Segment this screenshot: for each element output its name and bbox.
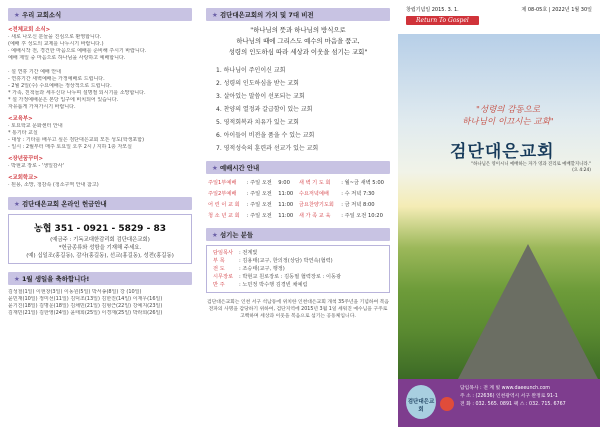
- logo-text: 검단대은교회: [407, 399, 435, 413]
- worship-table: [206, 178, 390, 222]
- worship-cell: 11:00: [278, 191, 294, 197]
- worship-cell: 수요저녁예배: [298, 191, 329, 197]
- news-sub4-lines: [8, 182, 192, 189]
- middle-column: [200, 0, 396, 427]
- text-line: [8, 62, 192, 69]
- donate-note: *헌금종류와 성함을 기재해 주세요.: [58, 245, 142, 251]
- news-sub2-title: <교육부>: [8, 116, 33, 122]
- staff-row: [213, 257, 383, 265]
- contact-info: [460, 385, 566, 409]
- section-header-donate: [8, 197, 192, 210]
- text-line: 주 소 : (22636) 인천광역시 서구 완정로 91-1: [460, 394, 558, 399]
- news-sub2-lines: [8, 123, 192, 151]
- star-icon: ★: [212, 164, 218, 172]
- worship-row: [206, 211, 390, 222]
- donate-title: 검단대은교회 온라인 헌금안내: [21, 200, 107, 208]
- text-line: · 된용, 소망, 청감속 (청소구역 안내 참고): [8, 182, 99, 188]
- church-logo: [406, 385, 436, 419]
- star-icon: ★: [14, 200, 20, 208]
- return-to-gospel-badge: Return To Gospel: [406, 16, 479, 25]
- church-intro: 검단대은교회는 인천 서구 석남동에 위치한 인천대은교회 개척 35주년을 기념하여 복음전파의 사명을 감당하기 위하여, 검단지역에 2015년 3월 1일 세워진 예수님을 구주로 고백하며 세상과 이웃을 복음으로 섬기는 공동체입니다.: [206, 300, 389, 319]
- text-line: * 설 가정예배문은 본당 입구에 비치되어 있습니다.: [8, 97, 119, 103]
- star-icon: ★: [14, 275, 20, 283]
- worship-cell: : 주일 오전 10:20: [341, 213, 383, 219]
- road-shape: [458, 244, 598, 379]
- worship-cell: 9:00: [278, 180, 290, 186]
- section-header-news: [8, 8, 192, 21]
- text-line: - 대상 : 기타를 배우고 싶은 검단대은교회 모든 성도(학생포함): [8, 137, 145, 143]
- text-line: "하나님의 뜻과 하나님의 방식으로: [250, 26, 346, 34]
- staff-role: 반 주: [213, 282, 225, 288]
- issue-info: 제 08-05호 | 2022년 1월 30일: [521, 7, 592, 13]
- worship-cell: : 월~금 새벽 5:00: [341, 180, 384, 186]
- text-line: · 박현교 장로 - '생일감사': [8, 163, 64, 169]
- text-line: 예배 제일 중 마음으로 하나님을 사랑하고 예배합니다.: [8, 55, 126, 61]
- text-line: 1. 하나님이 주인이신 교회: [216, 67, 286, 74]
- staff-role: 담임목사: [213, 250, 234, 256]
- section-header-birthday: [8, 272, 192, 285]
- news-sub1-lines: [8, 34, 192, 111]
- text-line: 3. 살아있는 말씀이 선포되는 교회: [216, 93, 305, 100]
- text-line: * 통기타 교실: [8, 130, 38, 136]
- text-line: 전 화 : 032. 565. 0891 팩 스 : 032. 715. 6767: [460, 402, 566, 407]
- news-sub3-title: <장년꿈꾸미>: [8, 156, 44, 162]
- worship-cell: 새 가 족 교 육: [298, 213, 331, 219]
- vision-statement: [206, 25, 390, 58]
- worship-row: [206, 200, 390, 211]
- text-line: · 설 연휴 기간 예배 안내: [8, 69, 62, 75]
- text-line: 윤기진(18일) 김명운(18일) 김채민(21일) 김형근(22일) 강예지(23일): [8, 303, 163, 309]
- text-line: (예배 후 성도의 교제를 나누시기 바랍니다.): [8, 41, 104, 47]
- worship-cell: 어 린 이 교 회: [208, 202, 240, 208]
- worship-cell: : 수 저녁 7:30: [341, 191, 375, 197]
- text-line: 자유롭게 가져가시기 바랍니다.: [8, 104, 76, 110]
- church-name: 검단대은교회: [450, 142, 555, 162]
- account-holder: (예금주 : 기독교대한감리회 검단대은교회): [50, 237, 150, 243]
- text-line: 담임목사 : 전 계 빛 www.daeeunch.com: [460, 386, 550, 391]
- cover-top: [398, 0, 600, 25]
- slogan: [438, 104, 578, 128]
- verse-ref: (요 4:24): [572, 168, 591, 173]
- staff-row: [213, 281, 383, 289]
- staff-row: [213, 273, 383, 281]
- founded-date: 창립기념일 2015. 3. 1.: [406, 7, 459, 13]
- worship-cell: : 주일 오전: [246, 213, 272, 219]
- text-line: 4. 찬양의 열정과 갈급함이 있는 교회: [216, 106, 313, 113]
- staff-names: : 노민정 박수행 김경빈 채예림: [239, 282, 308, 288]
- news-sub1-title: <전체교회 소식>: [8, 27, 51, 33]
- staff-names: : 김용태(교구, 한의정(상담) 박연속(협력): [239, 258, 333, 264]
- text-line: 7. 영적성숙의 훈련과 선교가 있는 교회: [216, 145, 319, 152]
- worship-cell: 청 소 년 교 회: [208, 213, 240, 219]
- slogan-line2: 하나님이 이끄시는 교회": [462, 117, 554, 127]
- worship-cell: : 금 저녁 8:00: [341, 202, 375, 208]
- star-icon: ★: [212, 11, 218, 19]
- left-column: [0, 0, 198, 427]
- worship-cell: 새 벽 기 도 회: [298, 180, 331, 186]
- vision-list: [206, 64, 390, 155]
- account-number: 농협 351 - 0921 - 5829 - 83: [34, 224, 166, 234]
- staff-row: [213, 249, 383, 257]
- bible-verse: [436, 162, 591, 174]
- text-line: - 일시 : 2월부터 매주 토요일 오후 2시 / 지하 1층 자모실: [8, 144, 132, 150]
- text-line: 김재민(21일) 김한영(24일) 윤태희(25일) 이경재(25일) 박라희(26일): [8, 310, 163, 316]
- birthday-title: 1월 생일을 축하합니다!: [21, 275, 90, 283]
- worship-row: [206, 178, 390, 189]
- text-line: 5. 영적회복과 치유가 있는 교회: [216, 119, 299, 126]
- text-line: 2. 성령의 인도하심을 받는 교회: [216, 80, 299, 87]
- text-line: 하나님의 때에 그리스도 예수의 마음을 품고,: [236, 37, 360, 45]
- text-line: 윤민재(10일) 정미선(11일) 김덕조(13일) 김한진(14일) 이재우(16일): [8, 296, 163, 302]
- staff-names: : 전계빛: [239, 250, 258, 256]
- worship-cell: 11:00: [278, 202, 294, 208]
- staff-names: : 조승태(교구, 행정): [239, 266, 285, 272]
- staff-role: 전 도: [213, 266, 225, 272]
- staff-role: 부 목: [213, 258, 225, 264]
- star-icon: ★: [14, 11, 20, 19]
- donate-box: [8, 214, 192, 264]
- verse-text: "하나님은 영이시니 예배하는 자가 영과 진리로 예배할지니라.": [471, 162, 591, 167]
- text-line: · 새로 나오신 분들을 진심으로 환영합니다.: [8, 34, 102, 40]
- news-sub4-title: <교회학교>: [8, 175, 38, 181]
- cover-photo-road: [398, 34, 600, 379]
- text-line: - 연휴기간 새벽예배는 가정예배로 드립니다.: [8, 76, 105, 82]
- text-line: - 2월 2일(수) 수요예배는 정상적으로 드립니다.: [8, 83, 112, 89]
- footer-band: [398, 379, 600, 427]
- staff-names: : 박현교 원로장로 : 김동필 협력장로 : 이동광: [239, 274, 341, 280]
- section-header-staff: [206, 228, 390, 241]
- worship-cell: 11:00: [278, 213, 294, 219]
- worship-cell: 주일1부예배: [208, 180, 237, 186]
- birthday-list: [8, 289, 192, 317]
- text-line: 김성철(1일) 이현창(3일) 이동원(5일) 박서송(8일) 강 (10일): [8, 289, 142, 295]
- cover-column: [398, 0, 600, 427]
- news-title: 우리 교회소식: [21, 11, 62, 19]
- text-line: · 토요학교 문화센터 안내: [8, 123, 63, 129]
- star-icon: ★: [212, 231, 218, 239]
- worship-cell: 금요찬양기도회: [298, 202, 334, 208]
- slogan-line1: "성령의 감동으로: [475, 105, 541, 115]
- staff-title: 섬기는 분들: [219, 231, 254, 239]
- news-sub3-lines: [8, 163, 192, 170]
- worship-cell: : 주일 오전: [246, 202, 272, 208]
- staff-list: [206, 245, 390, 293]
- section-header-worship: [206, 161, 390, 174]
- worship-title: 예배시간 안내: [219, 164, 260, 172]
- worship-cell: 주일2부예배: [208, 191, 237, 197]
- worship-cell: : 주일 오전: [246, 180, 272, 186]
- text-line: 성령의 인도하심 따라 세상과 이웃을 섬기는 교회": [228, 48, 368, 56]
- text-line: · 예배시작 전, 경건한 마음으로 예배를 준비해 주시기 바랍니다.: [8, 48, 147, 54]
- vision-title: 검단대은교회의 가치 및 7대 비전: [219, 11, 314, 19]
- worship-cell: : 주일 오전: [246, 191, 272, 197]
- donate-example: (예) 십일조(홍길동), 감사(홍길동), 선교(홍길동), 성전(홍길동): [26, 253, 174, 259]
- flower-icon: [440, 397, 454, 411]
- text-line: 6. 아이들이 비전을 품을 수 있는 교회: [216, 132, 315, 139]
- section-header-vision: [206, 8, 390, 21]
- staff-row: [213, 265, 383, 273]
- staff-role: 시무장로: [213, 274, 234, 280]
- text-line: * 가족, 친척들과 세우신다 나누며 설명절 되시기를 소망합니다.: [8, 90, 146, 96]
- worship-row: [206, 189, 390, 200]
